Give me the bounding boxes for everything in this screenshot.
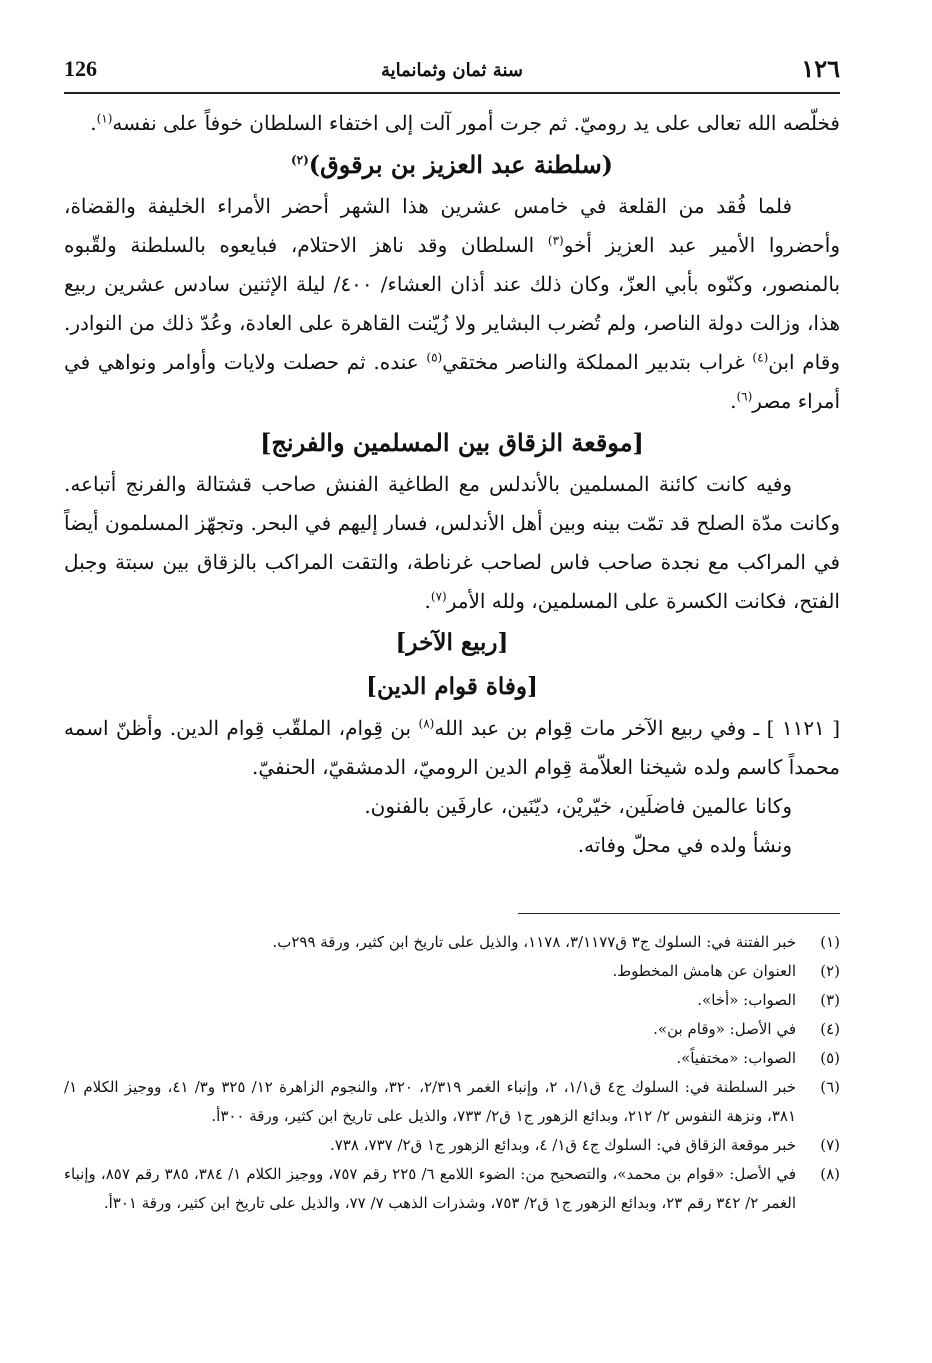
main-text (64, 104, 840, 865)
footnotes (64, 928, 840, 1218)
heading-battle: [موقعة الزقاق بين المسلمين والفرنج] (260, 428, 644, 457)
footnote-text: الصواب: «أخا». (697, 991, 796, 1009)
footnote-divider (518, 913, 840, 914)
footnote-item (64, 1131, 840, 1160)
footnote-text: العنوان عن هامش المخطوط. (612, 962, 796, 980)
paragraph-1-text: فخلّصه الله تعالى على يد روميّ. ثم جرت أمور آلت إلى اختفاء السلطان خوفاً على نفسه (112, 111, 840, 135)
footnote-ref-8: (٨) (418, 716, 435, 731)
footnote-text: الصواب: «مختفياً». (676, 1049, 796, 1067)
paragraph-5: وكانا عالمين فاضلَين، خيّريْن، ديّنَين، عارفَين بالفنون. (364, 794, 792, 818)
running-title: سنة ثمان وثمانماية (381, 60, 523, 81)
footnote-item (64, 1015, 840, 1044)
footnote-item (64, 1160, 840, 1218)
footnote-number: (٥) (820, 1049, 840, 1067)
page-number-latin: 126 (64, 56, 97, 81)
paragraph-2-text-b: السلطان وقد ناهز الاحتلام، فبايعوه بالسلطنة ولقّبوه بالمنصور، وكنّوه بأبي العزّ، وكان ذلك عند أذان العشاء/ ٤٠٠/ ليلة الإثنين سادس عشرين ربيع هذا، وزالت دولة الناصر، ولم تُضرب البشاير ولا زُيّنت القاهرة على العادة، وعُدّ ذلك من النوادر. وقام ابن (64, 233, 841, 374)
page-number-arabic: ١٢٦ (801, 54, 840, 83)
footnote-text: في الأصل: «وقام بن». (653, 1020, 796, 1038)
footnote-number: (٨) (820, 1165, 840, 1183)
paragraph-1-end: . (90, 111, 97, 135)
paragraph-6: ونشأ ولده في محلّ وفاته. (577, 833, 792, 857)
paragraph-3-end: . (424, 589, 431, 613)
footnote-item (64, 1044, 840, 1073)
page-header (64, 52, 840, 94)
footnote-ref-4: (٤) (752, 350, 769, 365)
footnote-ref-2: (٢) (290, 153, 309, 167)
heading-death: [وفاة قوام الدين] (366, 673, 538, 700)
paragraph-4 (64, 709, 840, 787)
footnote-number: (٢) (820, 962, 840, 980)
footnote-ref-3: (٣) (547, 233, 564, 248)
heading-month: [ربيع الآخر] (395, 629, 509, 656)
footnote-number: (٦) (820, 1078, 840, 1096)
footnote-number: (٧) (820, 1136, 840, 1154)
paragraph-4-text-b: بن قِوام، الملقّب قِوام الدين. وأظنّ اسمه محمداً كاسم ولده شيخنا العلاّمة قِوام الدين الروميّ، الدمشقيّ، الحنفيّ. (64, 716, 840, 779)
footnote-text: خبر السلطنة في: السلوك ج٤ ق١/١، ٢، وإنباء الغمر ٢/٣١٩، ٣٢٠، والنجوم الزاهرة ١٢/ ٣٢٥ و٣/ ٤١، ووجيز الكلام ١/ ٣٨١، ونزهة النفوس ٢/ ٢١٢، وبدائع الزهور ج١ ق٢/ ٧٣٣، والذيل على تاريخ ابن كثير، ورقة ٣٠٠أ. (64, 1078, 797, 1125)
footnote-text: خبر الفتنة في: السلوك ج٣ ق٣/١١٧٧، ١١٧٨، والذيل على تاريخ ابن كثير، ورقة ٢٩٩ب. (272, 933, 796, 951)
footnote-ref-1: (١) (96, 111, 113, 126)
footnote-number: (٤) (820, 1020, 840, 1038)
paragraph-2 (64, 187, 840, 421)
footnote-text: خبر موقعة الزقاق في: السلوك ج٤ ق١/ ٤، وبدائع الزهور ج١ ق٢/ ٧٣٧، ٧٣٨. (329, 1136, 796, 1154)
paragraph-3-text: وفيه كانت كائنة المسلمين بالأندلس مع الطاغية الفنش صاحب قشتالة والفرنج أتباعه. وكانت مدّة الصلح قد تمّت بينه وبين أهل الأندلس، فسار إليهم في البحر. وتجهّز المسلمون أيضاً في المراكب مع نجدة صاحب فاس لصاحب غرناطة، والتقت المراكب بالزقاق بين سبتة وجبل الفتح، فكانت الكسرة على المسلمين، ولله الأمر (64, 472, 841, 613)
heading-sultanate (64, 143, 840, 187)
footnote-text: في الأصل: «قوام بن محمد»، والتصحيح من: الضوء اللامع ٦/ ٢٢٥ رقم ٧٥٧، ووجيز الكلام ١/ ٣٨٤، ٣٨٥ رقم ٨٥٧، وإنباء الغمر ٢/ ٣٤٢ رقم ٢٣، وبدائع الزهور ج١ ق٢/ ٧٥٣، وشذرات الذهب ٧/ ٧٧، والذيل على تاريخ ابن كثير، ورقة ٣٠١أ. (64, 1165, 796, 1212)
paragraph-2-text-d: عنده. ثم حصلت ولايات وأوامر ونواهي في أمراء مصر (64, 350, 840, 413)
footnote-item (64, 957, 840, 986)
paragraph-2-text-c: غراب بتدبير المملكة والناصر مختقي (442, 350, 753, 374)
footnote-item (64, 1073, 840, 1131)
paragraph-2-end: . (730, 389, 737, 413)
paragraph-3 (64, 465, 840, 621)
footnote-item (64, 928, 840, 957)
heading-sultanate-text: (سلطنة عبد العزيز بن برقوق) (308, 150, 614, 179)
footnote-item (64, 986, 840, 1015)
footnote-number: (١) (820, 933, 840, 951)
footnote-ref-5: (٥) (426, 350, 443, 365)
paragraph-2-text-a: فلما فُقد من القلعة في خامس عشرين هذا الشهر أحضر الأمراء الخليفة والقضاة، وأحضروا الأمير عبد العزيز أخو (64, 194, 840, 257)
footnote-number: (٣) (820, 991, 840, 1009)
footnote-ref-6: (٦) (736, 389, 753, 404)
paragraph-1 (64, 104, 840, 143)
footnote-ref-7: (٧) (430, 589, 447, 604)
paragraph-4-text-a: [ ١١٢١ ] ـ وفي ربيع الآخر مات قِوام بن عبد الله (434, 716, 840, 740)
